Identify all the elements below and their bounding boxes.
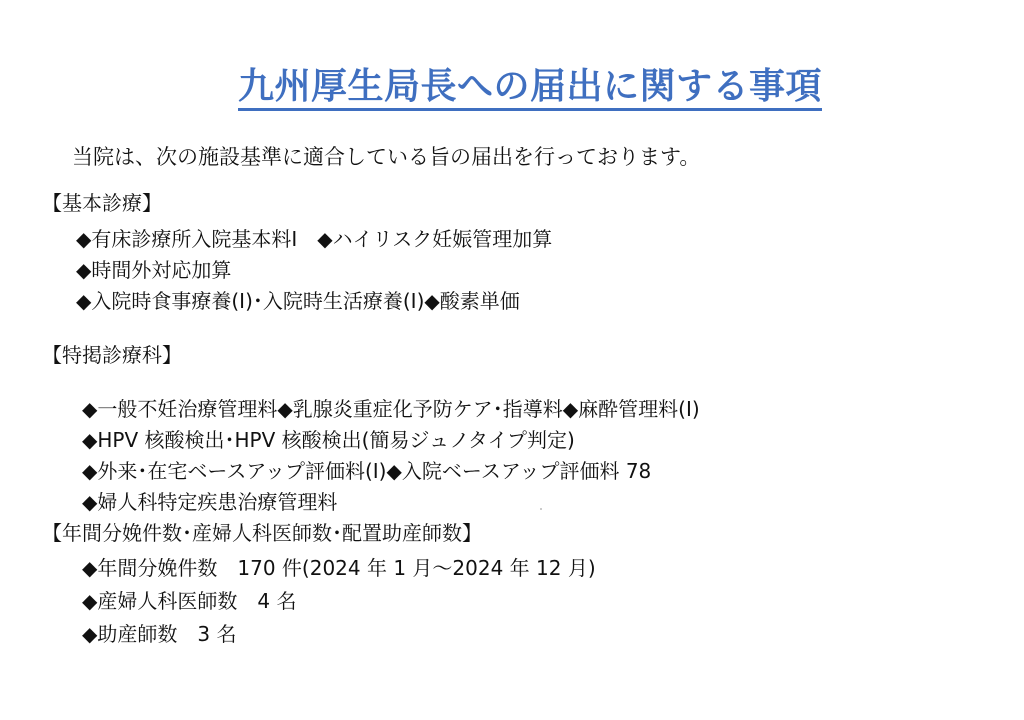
section-heading-delivery-staff: 【年間分娩件数･産婦人科医師数･配置助産師数】 xyxy=(42,521,482,545)
special-care-item: ◆HPV 核酸検出･HPV 核酸検出(簡易ジュノタイプ判定) xyxy=(82,428,575,452)
section-heading-special-care: 【特掲診療科】 xyxy=(42,343,182,367)
intro-text: 当院は、次の施設基準に適合している旨の届出を行っております。 xyxy=(72,145,701,169)
section-heading-basic-care: 【基本診療】 xyxy=(42,191,162,215)
special-care-item: ◆一般不妊治療管理料◆乳腺炎重症化予防ケア･指導料◆麻酔管理料(Ⅰ) xyxy=(82,397,700,421)
basic-care-item: ◆有床診療所入院基本料Ⅰ ◆ハイリスク妊娠管理加算 xyxy=(76,227,553,251)
special-care-item: ◆外来･在宅ベースアップ評価料(Ⅰ)◆入院ベースアップ評価料 78 xyxy=(82,459,652,483)
delivery-staff-item: ◆年間分娩件数 170 件(2024 年 1 月～2024 年 12 月) xyxy=(82,556,596,580)
scan-speck xyxy=(540,508,542,510)
document-title xyxy=(0,58,1024,109)
special-care-item: ◆婦人科特定疾患治療管理料 xyxy=(82,490,338,514)
basic-care-item: ◆入院時食事療養(Ⅰ)･入院時生活療養(Ⅰ)◆酸素単価 xyxy=(76,289,520,313)
document-title-text: 九州厚生局長への届出に関する事項 xyxy=(238,66,822,111)
delivery-staff-item: ◆助産師数 3 名 xyxy=(82,622,237,646)
basic-care-item: ◆時間外対応加算 xyxy=(76,258,232,282)
delivery-staff-item: ◆産婦人科医師数 4 名 xyxy=(82,589,297,613)
